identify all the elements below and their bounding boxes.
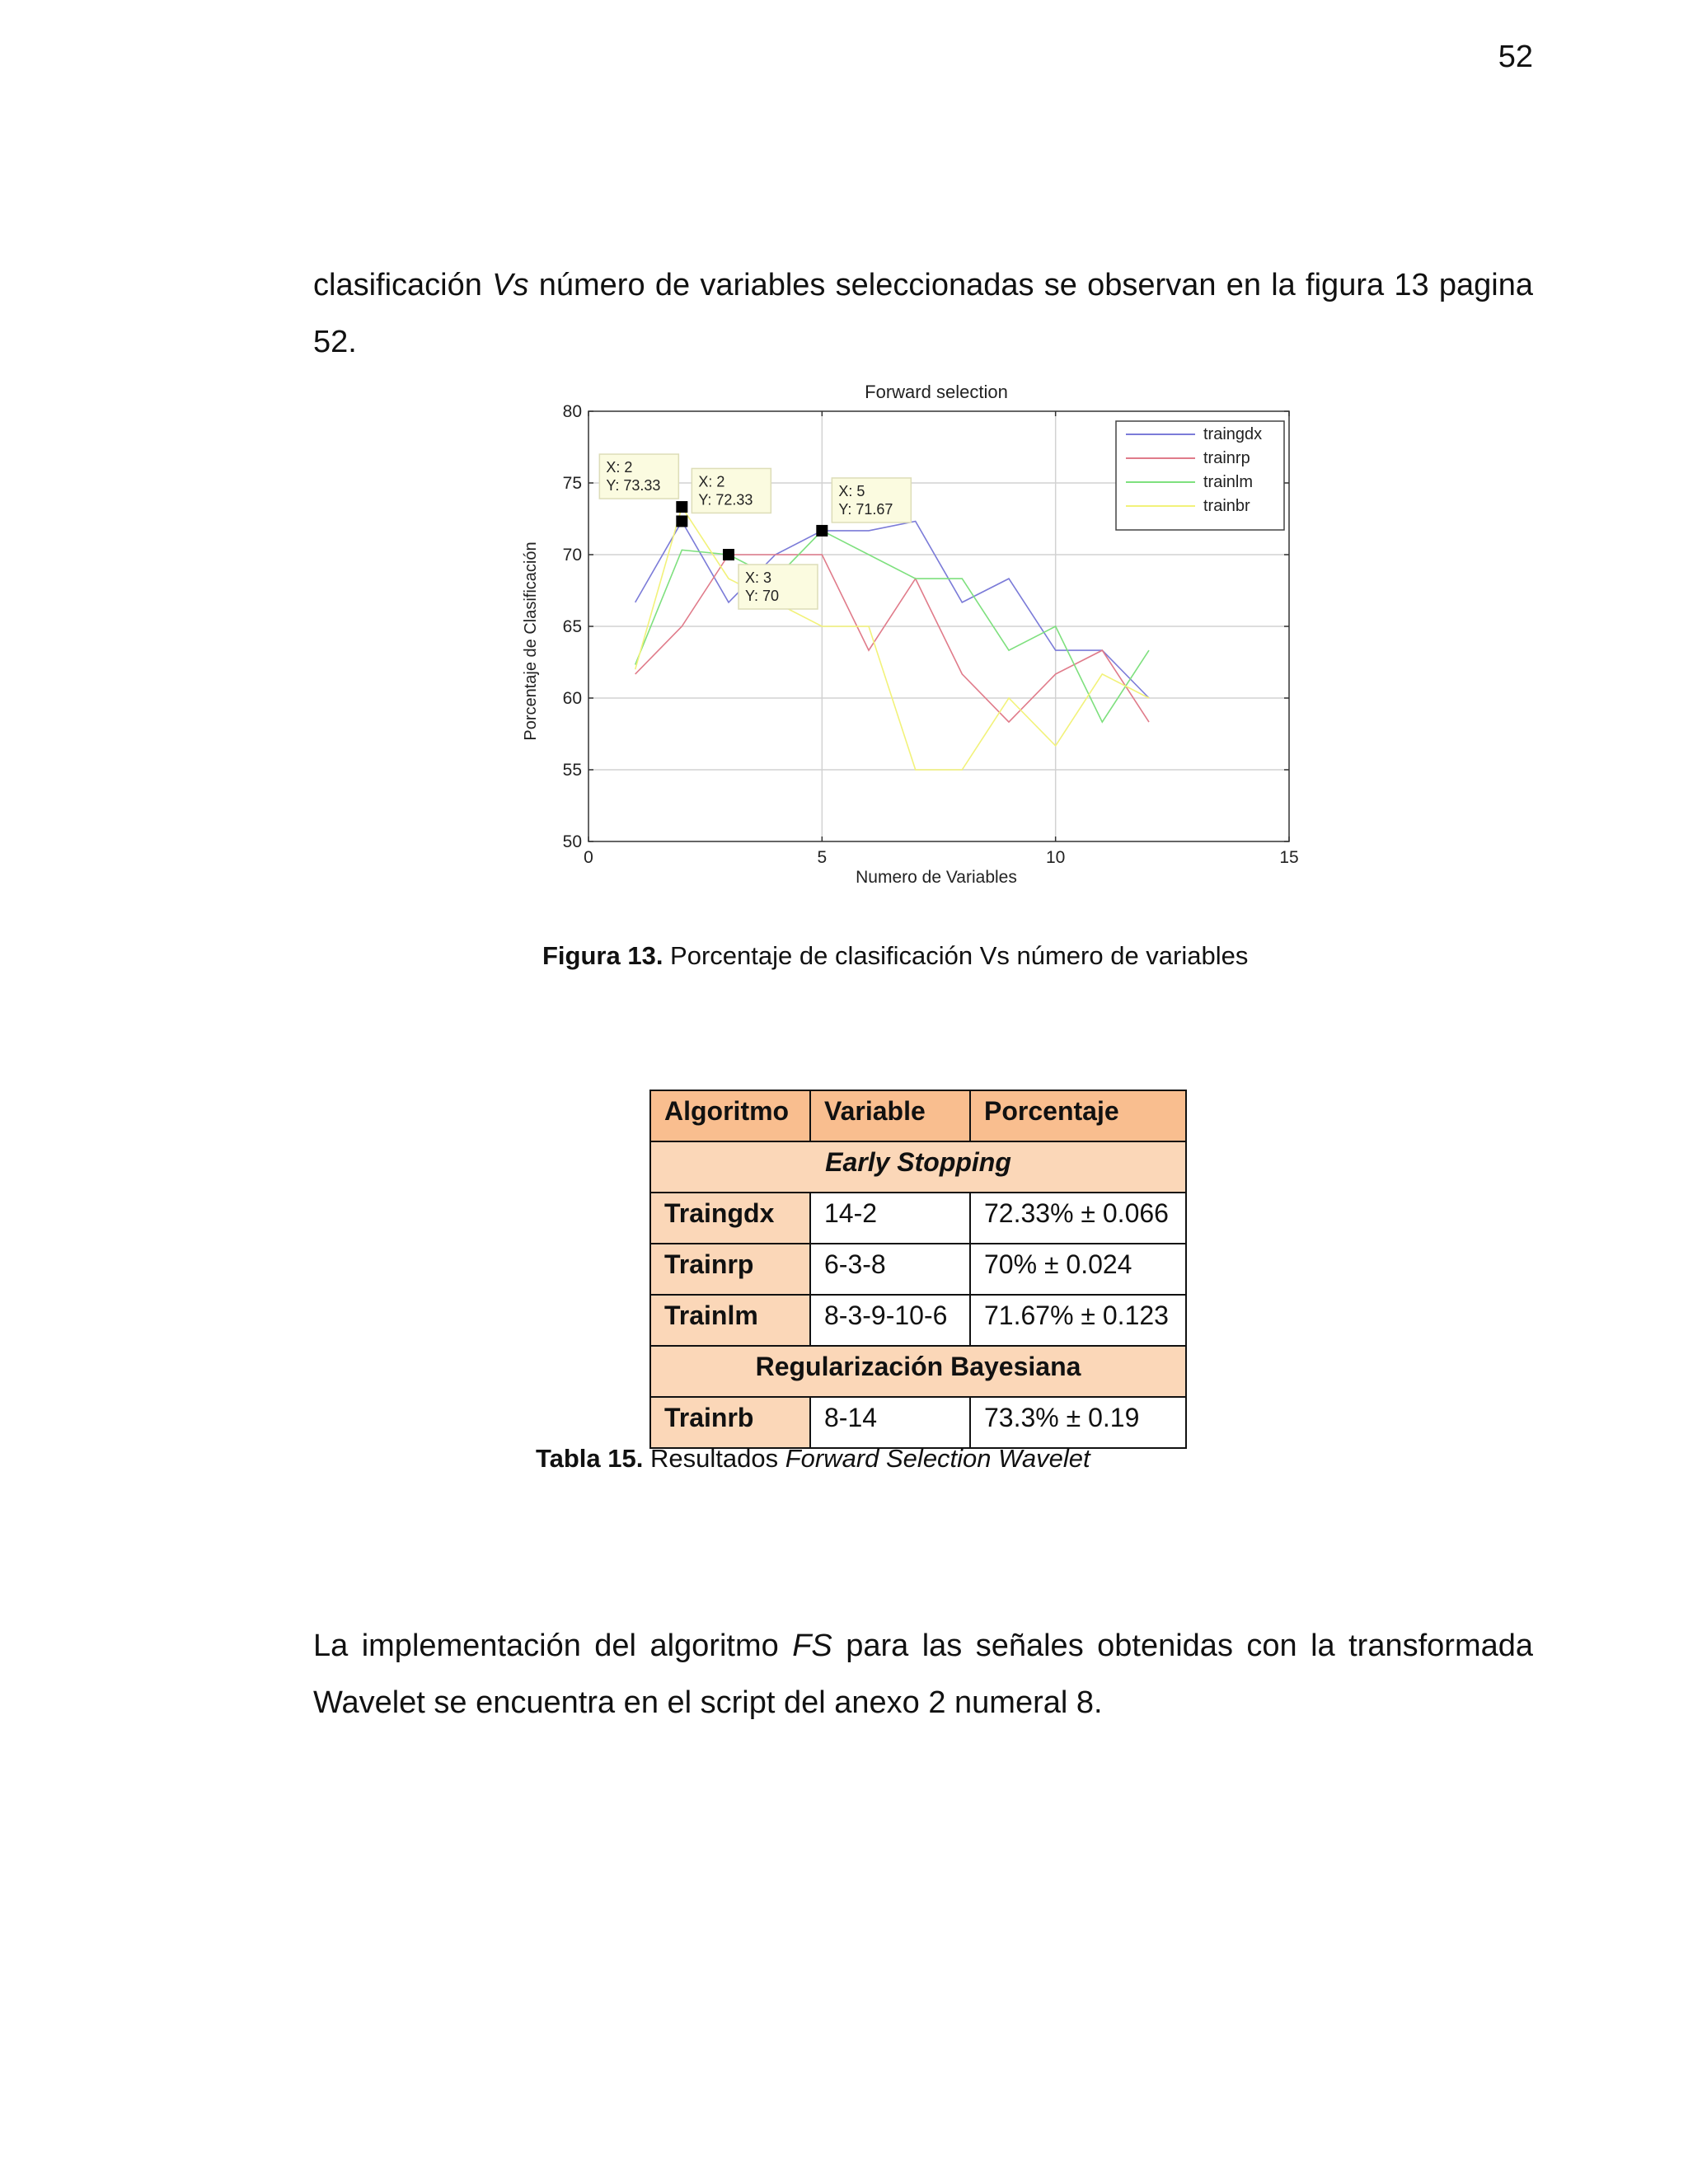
table-row	[650, 1244, 1186, 1295]
cell-algoritmo: Traingdx	[650, 1193, 810, 1244]
cell-porcentaje: 71.67% ± 0.123	[970, 1295, 1186, 1346]
table-header-variable: Variable	[810, 1090, 970, 1141]
results-table	[649, 1090, 1187, 1449]
table-group-row	[650, 1346, 1186, 1397]
table-row	[650, 1295, 1186, 1346]
cell-porcentaje: 72.33% ± 0.066	[970, 1193, 1186, 1244]
legend-label-trainrp: trainrp	[1203, 449, 1250, 467]
table-header-algoritmo: Algoritmo	[650, 1090, 810, 1141]
cell-variable: 14-2	[810, 1193, 970, 1244]
table-caption-emphasis: Forward Selection Wavelet	[785, 1444, 1090, 1473]
datatip-y-label: Y: 72.33	[698, 491, 753, 509]
table-group-row	[650, 1141, 1186, 1193]
chart-y-axis-label: Porcentaje de Clasificación	[522, 541, 540, 741]
cell-algoritmo: Trainlm	[650, 1295, 810, 1346]
datatip-x-label: X: 5	[838, 482, 865, 499]
forward-selection-chart	[511, 375, 1319, 902]
y-tick-label: 60	[562, 689, 582, 708]
table-caption-label: Tabla 15.	[536, 1444, 644, 1473]
datatip-x-label: X: 2	[606, 459, 633, 476]
datatip-marker	[676, 515, 687, 527]
y-tick-label: 65	[562, 617, 582, 636]
datatip-marker	[723, 549, 734, 560]
chart-x-axis-label: Numero de Variables	[856, 868, 1017, 887]
y-tick-label: 55	[562, 761, 582, 780]
table-row	[650, 1397, 1186, 1448]
legend-label-traingdx: traingdx	[1203, 425, 1263, 443]
intro-text-pre: clasificación	[313, 268, 493, 302]
intro-text-post: número de variables seleccionadas se observan en la figura 13 pagina 52.	[313, 268, 1533, 359]
table-row	[650, 1193, 1186, 1244]
closing-text-post: para las señales obtenidas con la transformada Wavelet se encuentra en el script del anexo 2 numeral 8.	[313, 1629, 1534, 1720]
datatip-y-label: Y: 73.33	[606, 477, 661, 494]
legend-label-trainbr: trainbr	[1203, 497, 1250, 515]
datatip-x-label: X: 3	[745, 569, 772, 586]
cell-variable: 8-3-9-10-6	[810, 1295, 970, 1346]
cell-variable: 8-14	[810, 1397, 970, 1448]
table-header-row	[650, 1090, 1186, 1141]
chart-title: Forward selection	[865, 382, 1008, 402]
figure-caption-label: Figura 13.	[542, 941, 663, 970]
y-tick-label: 75	[562, 474, 582, 493]
datatip-x-label: X: 2	[698, 473, 725, 490]
legend-label-trainlm: trainlm	[1203, 473, 1254, 491]
y-tick-label: 80	[562, 402, 582, 421]
figure-caption	[542, 941, 1248, 971]
table-header-porcentaje: Porcentaje	[970, 1090, 1186, 1141]
datatip-y-label: Y: 70	[745, 588, 780, 604]
closing-text-pre: La implementación del algoritmo	[313, 1629, 793, 1663]
datatip-marker	[676, 501, 687, 513]
intro-paragraph	[313, 257, 1533, 371]
table-caption-text: Resultados	[643, 1444, 785, 1473]
intro-text-emphasis: Vs	[492, 268, 529, 302]
x-tick-label: 5	[817, 848, 828, 867]
y-tick-label: 50	[562, 832, 582, 851]
cell-variable: 6-3-8	[810, 1244, 970, 1295]
cell-porcentaje: 73.3% ± 0.19	[970, 1397, 1186, 1448]
group-early-stopping: Early Stopping	[650, 1141, 1186, 1193]
cell-porcentaje: 70% ± 0.024	[970, 1244, 1186, 1295]
x-tick-label: 15	[1279, 848, 1299, 867]
datatip-marker	[816, 525, 828, 537]
closing-paragraph	[313, 1618, 1533, 1732]
figure-caption-text: Porcentaje de clasificación Vs número de variables	[663, 941, 1249, 970]
y-tick-label: 70	[562, 546, 582, 565]
datatip-y-label: Y: 71.67	[838, 500, 893, 518]
x-tick-label: 0	[584, 848, 593, 867]
cell-algoritmo: Trainrb	[650, 1397, 810, 1448]
group-regularizacion-bayesiana: Regularización Bayesiana	[650, 1346, 1186, 1397]
table-caption	[536, 1444, 1090, 1474]
chart-legend	[1116, 421, 1284, 530]
x-tick-label: 10	[1045, 848, 1066, 867]
closing-text-emphasis: FS	[792, 1629, 832, 1663]
cell-algoritmo: Trainrp	[650, 1244, 810, 1295]
page-number: 52	[1498, 40, 1533, 74]
